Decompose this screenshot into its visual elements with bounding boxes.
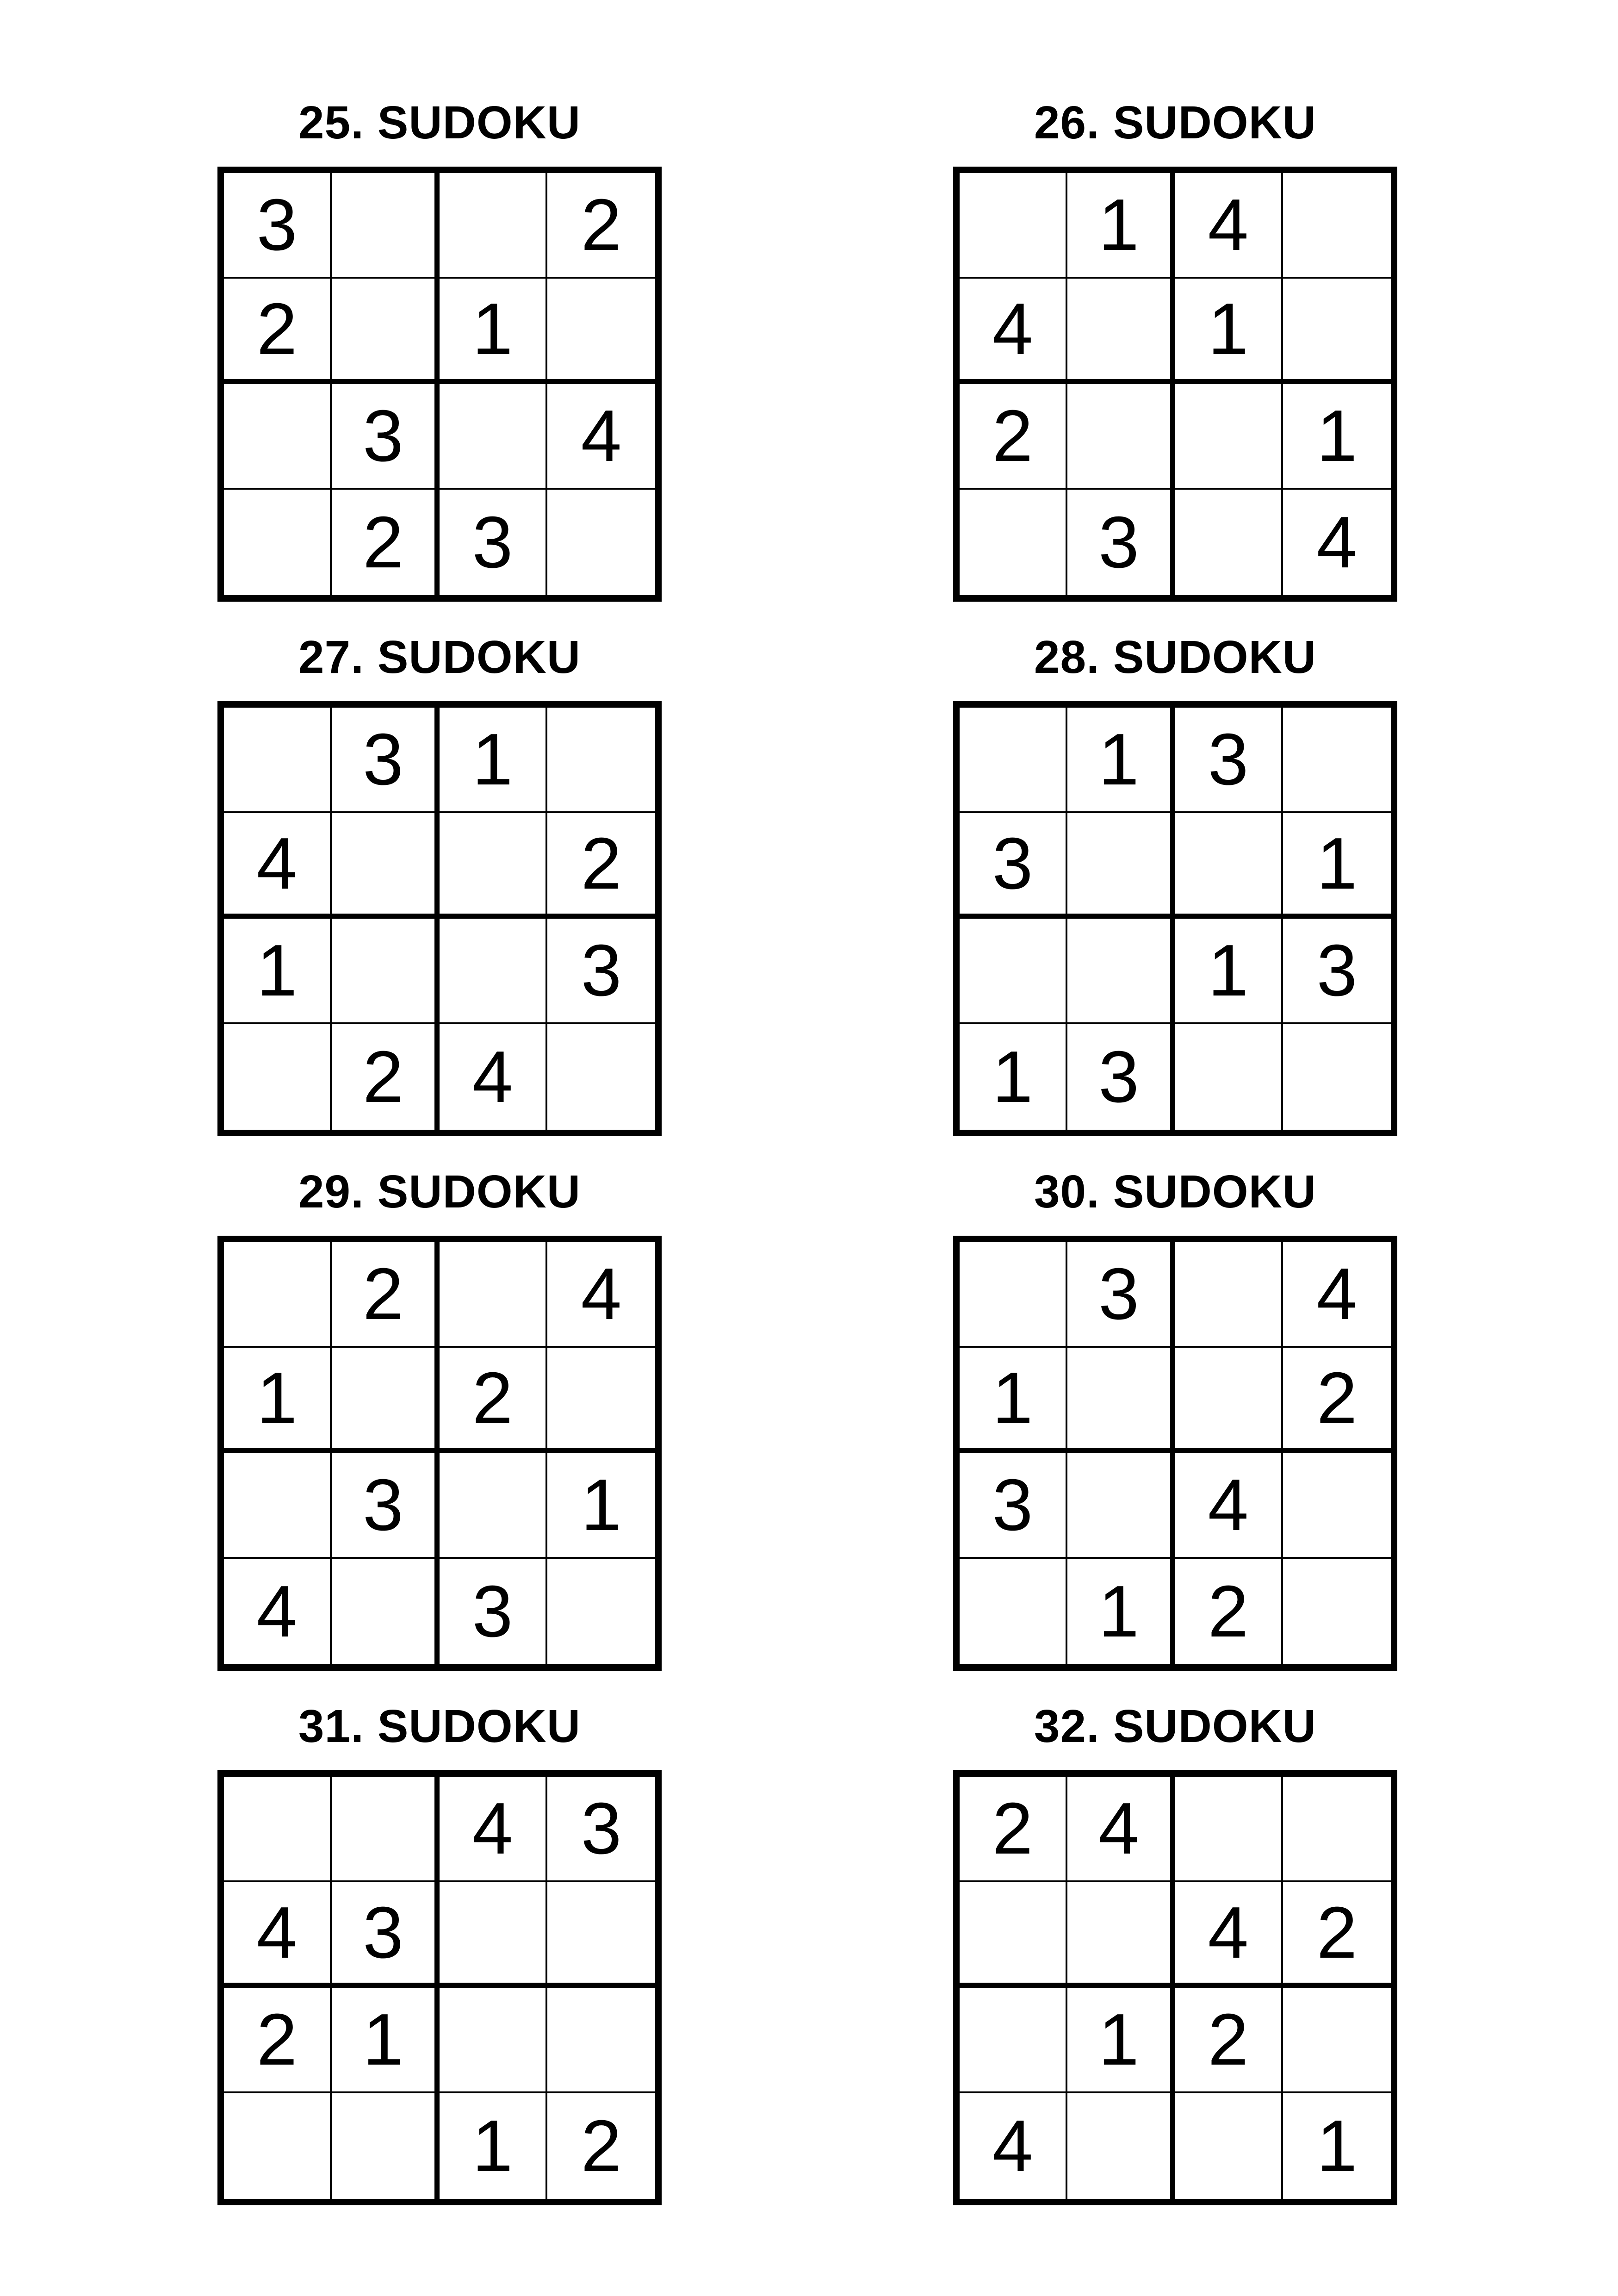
- sudoku-cell: 1: [1283, 384, 1391, 490]
- sudoku-cell: [440, 813, 547, 919]
- sudoku-cell: [1067, 1882, 1175, 1988]
- sudoku-cell: [224, 490, 332, 595]
- sudoku-puzzle: [217, 1696, 662, 2205]
- sudoku-cell: 2: [960, 384, 1067, 490]
- sudoku-cell: 1: [1067, 1559, 1175, 1664]
- sudoku-cell: 2: [1175, 1559, 1283, 1664]
- sudoku-cell: 3: [1067, 490, 1175, 595]
- sudoku-cell: 2: [332, 490, 440, 595]
- sudoku-cell: 1: [547, 1453, 655, 1559]
- sudoku-grid: [217, 167, 662, 602]
- sudoku-cell: [440, 1988, 547, 2093]
- sudoku-cell: [440, 1453, 547, 1559]
- sudoku-cell: 3: [547, 919, 655, 1024]
- sudoku-cell: 2: [547, 813, 655, 919]
- sudoku-cell: [224, 1777, 332, 1882]
- sudoku-cell: [440, 173, 547, 279]
- sudoku-cell: 4: [224, 813, 332, 919]
- sudoku-cell: [547, 490, 655, 595]
- sudoku-puzzle: [953, 1696, 1397, 2205]
- sudoku-cell: 1: [332, 1988, 440, 2093]
- sudoku-cell: 2: [581, 2105, 622, 2187]
- sudoku-cell: 3: [332, 708, 440, 813]
- sudoku-cell: [332, 1559, 440, 1664]
- sudoku-cell: 4: [440, 1777, 547, 1882]
- sudoku-cell: [1175, 2093, 1283, 2199]
- sudoku-cell: 1: [1067, 1988, 1175, 2093]
- sudoku-cell: 1: [960, 1348, 1067, 1453]
- sudoku-cell: 4: [547, 1242, 655, 1348]
- puzzle-title: 28. SUDOKU: [1034, 631, 1317, 683]
- sudoku-grid: [953, 1770, 1397, 2205]
- sudoku-cell: [547, 279, 655, 384]
- sudoku-cell: [440, 384, 547, 490]
- sudoku-cell: 3: [1067, 1024, 1175, 1130]
- sudoku-cell: [224, 384, 332, 490]
- sudoku-puzzle: [953, 93, 1397, 602]
- sudoku-cell: [547, 1882, 655, 1988]
- sudoku-grid: [953, 701, 1397, 1136]
- sudoku-cell: 3: [1283, 919, 1391, 1024]
- puzzle-title: 27. SUDOKU: [298, 631, 581, 683]
- sudoku-cell: [224, 1453, 332, 1559]
- sudoku-cell: 4: [224, 1882, 332, 1988]
- sudoku-cell: [1175, 384, 1283, 490]
- sudoku-cell: [1175, 1777, 1283, 1882]
- sudoku-cell: [332, 919, 440, 1024]
- sudoku-cell: [960, 1559, 1067, 1664]
- sudoku-cell: [1283, 1024, 1391, 1130]
- sudoku-cell: 1: [440, 708, 547, 813]
- sudoku-cell: [547, 1348, 655, 1453]
- puzzle-title: 29. SUDOKU: [298, 1166, 581, 1218]
- sudoku-cell: [1283, 708, 1391, 813]
- sudoku-cell: [1175, 1242, 1283, 1348]
- puzzle-title: 32. SUDOKU: [1034, 1700, 1317, 1752]
- sudoku-cell: [1283, 1559, 1391, 1664]
- sudoku-cell: 3: [1067, 1242, 1175, 1348]
- sudoku-cell: [1067, 813, 1175, 919]
- sudoku-grid: [217, 701, 662, 1136]
- sudoku-cell: 3: [1175, 708, 1283, 813]
- sudoku-cell: 1: [1316, 2105, 1358, 2187]
- sudoku-cell: [547, 708, 655, 813]
- sudoku-cell: [960, 1242, 1067, 1348]
- sudoku-cell: [960, 173, 1067, 279]
- sudoku-cell: [1175, 813, 1283, 919]
- sudoku-cell: [960, 708, 1067, 813]
- puzzle-title: 31. SUDOKU: [298, 1700, 581, 1752]
- sudoku-cell: [332, 813, 440, 919]
- sudoku-cell: [1175, 1024, 1283, 1130]
- sudoku-puzzle: [953, 627, 1397, 1136]
- sudoku-cell: 2: [224, 279, 332, 384]
- sudoku-cell: 3: [547, 1777, 655, 1882]
- sudoku-cell: [224, 2093, 332, 2199]
- sudoku-cell: 4: [1316, 502, 1358, 583]
- sudoku-grid: [217, 1236, 662, 1671]
- sudoku-cell: [960, 919, 1067, 1024]
- sudoku-cell: [547, 1559, 655, 1664]
- sudoku-cell: 2: [224, 1988, 332, 2093]
- sudoku-cell: 3: [440, 490, 547, 595]
- puzzle-title: 30. SUDOKU: [1034, 1166, 1317, 1218]
- sudoku-cell: 1: [1067, 173, 1175, 279]
- sudoku-cell: 4: [1175, 1882, 1283, 1988]
- sudoku-cell: 2: [332, 1242, 440, 1348]
- sudoku-cell: 2: [1175, 1988, 1283, 2093]
- sudoku-puzzle: [217, 1162, 662, 1671]
- sudoku-cell: [1283, 1453, 1391, 1559]
- sudoku-cell: [1067, 384, 1175, 490]
- sudoku-cell: 2: [960, 1777, 1067, 1882]
- sudoku-cell: 4: [1067, 1777, 1175, 1882]
- sudoku-cell: [332, 173, 440, 279]
- sudoku-cell: 3: [224, 173, 332, 279]
- sudoku-cell: [1067, 2093, 1175, 2199]
- sudoku-cell: [960, 490, 1067, 595]
- sudoku-cell: 2: [547, 173, 655, 279]
- sudoku-cell: [332, 1777, 440, 1882]
- sudoku-cell: [960, 1882, 1067, 1988]
- sudoku-cell: 4: [224, 1559, 332, 1664]
- sudoku-cell: [1067, 919, 1175, 1024]
- sudoku-cell: [440, 1242, 547, 1348]
- sudoku-cell: [547, 1024, 655, 1130]
- sudoku-cell: 2: [332, 1024, 440, 1130]
- sudoku-cell: 3: [960, 1453, 1067, 1559]
- sudoku-cell: 4: [1175, 173, 1283, 279]
- sudoku-cell: [1283, 1777, 1391, 1882]
- sudoku-cell: 4: [960, 279, 1067, 384]
- sudoku-cell: 1: [440, 279, 547, 384]
- sudoku-cell: 1: [224, 1348, 332, 1453]
- sudoku-cell: [440, 919, 547, 1024]
- sudoku-cell: [1067, 1453, 1175, 1559]
- sudoku-cell: [332, 2093, 440, 2199]
- sudoku-cell: 1: [1175, 279, 1283, 384]
- sudoku-cell: [1283, 279, 1391, 384]
- sudoku-cell: 4: [1175, 1453, 1283, 1559]
- sudoku-cell: [547, 1988, 655, 2093]
- sudoku-cell: 3: [440, 1559, 547, 1664]
- sudoku-cell: 3: [960, 813, 1067, 919]
- sudoku-cell: [960, 1988, 1067, 2093]
- sudoku-cell: 3: [332, 1453, 440, 1559]
- sudoku-grid: [217, 1770, 662, 2205]
- puzzle-title: 26. SUDOKU: [1034, 97, 1317, 149]
- puzzle-title: 25. SUDOKU: [298, 97, 581, 149]
- sudoku-cell: 1: [1175, 919, 1283, 1024]
- sudoku-cell: [332, 279, 440, 384]
- sudoku-puzzle: [217, 93, 662, 602]
- sudoku-cell: 1: [1283, 813, 1391, 919]
- sudoku-cell: 4: [960, 2093, 1067, 2199]
- sudoku-cell: 4: [547, 384, 655, 490]
- sudoku-cell: [332, 1348, 440, 1453]
- sudoku-puzzle: [217, 627, 662, 1136]
- sudoku-cell: 3: [332, 1882, 440, 1988]
- sudoku-cell: 4: [440, 1024, 547, 1130]
- sudoku-cell: [224, 1242, 332, 1348]
- sudoku-cell: 2: [1283, 1348, 1391, 1453]
- sudoku-cell: 1: [1067, 708, 1175, 813]
- sudoku-puzzle: [953, 1162, 1397, 1671]
- sudoku-cell: [224, 1024, 332, 1130]
- sudoku-grid: [953, 1236, 1397, 1671]
- sudoku-cell: [1283, 173, 1391, 279]
- sudoku-cell: [440, 1882, 547, 1988]
- sudoku-cell: 2: [1283, 1882, 1391, 1988]
- sudoku-grid: [953, 167, 1397, 602]
- sudoku-cell: [224, 708, 332, 813]
- sudoku-cell: 3: [332, 384, 440, 490]
- sudoku-cell: [1067, 279, 1175, 384]
- sudoku-cell: 1: [440, 2093, 547, 2199]
- sudoku-cell: 1: [960, 1024, 1067, 1130]
- sudoku-cell: 1: [224, 919, 332, 1024]
- sudoku-cell: [1283, 1988, 1391, 2093]
- sudoku-cell: [1175, 1348, 1283, 1453]
- sudoku-cell: [1067, 1348, 1175, 1453]
- sudoku-cell: 4: [1283, 1242, 1391, 1348]
- sudoku-cell: 2: [440, 1348, 547, 1453]
- sudoku-cell: [1175, 490, 1283, 595]
